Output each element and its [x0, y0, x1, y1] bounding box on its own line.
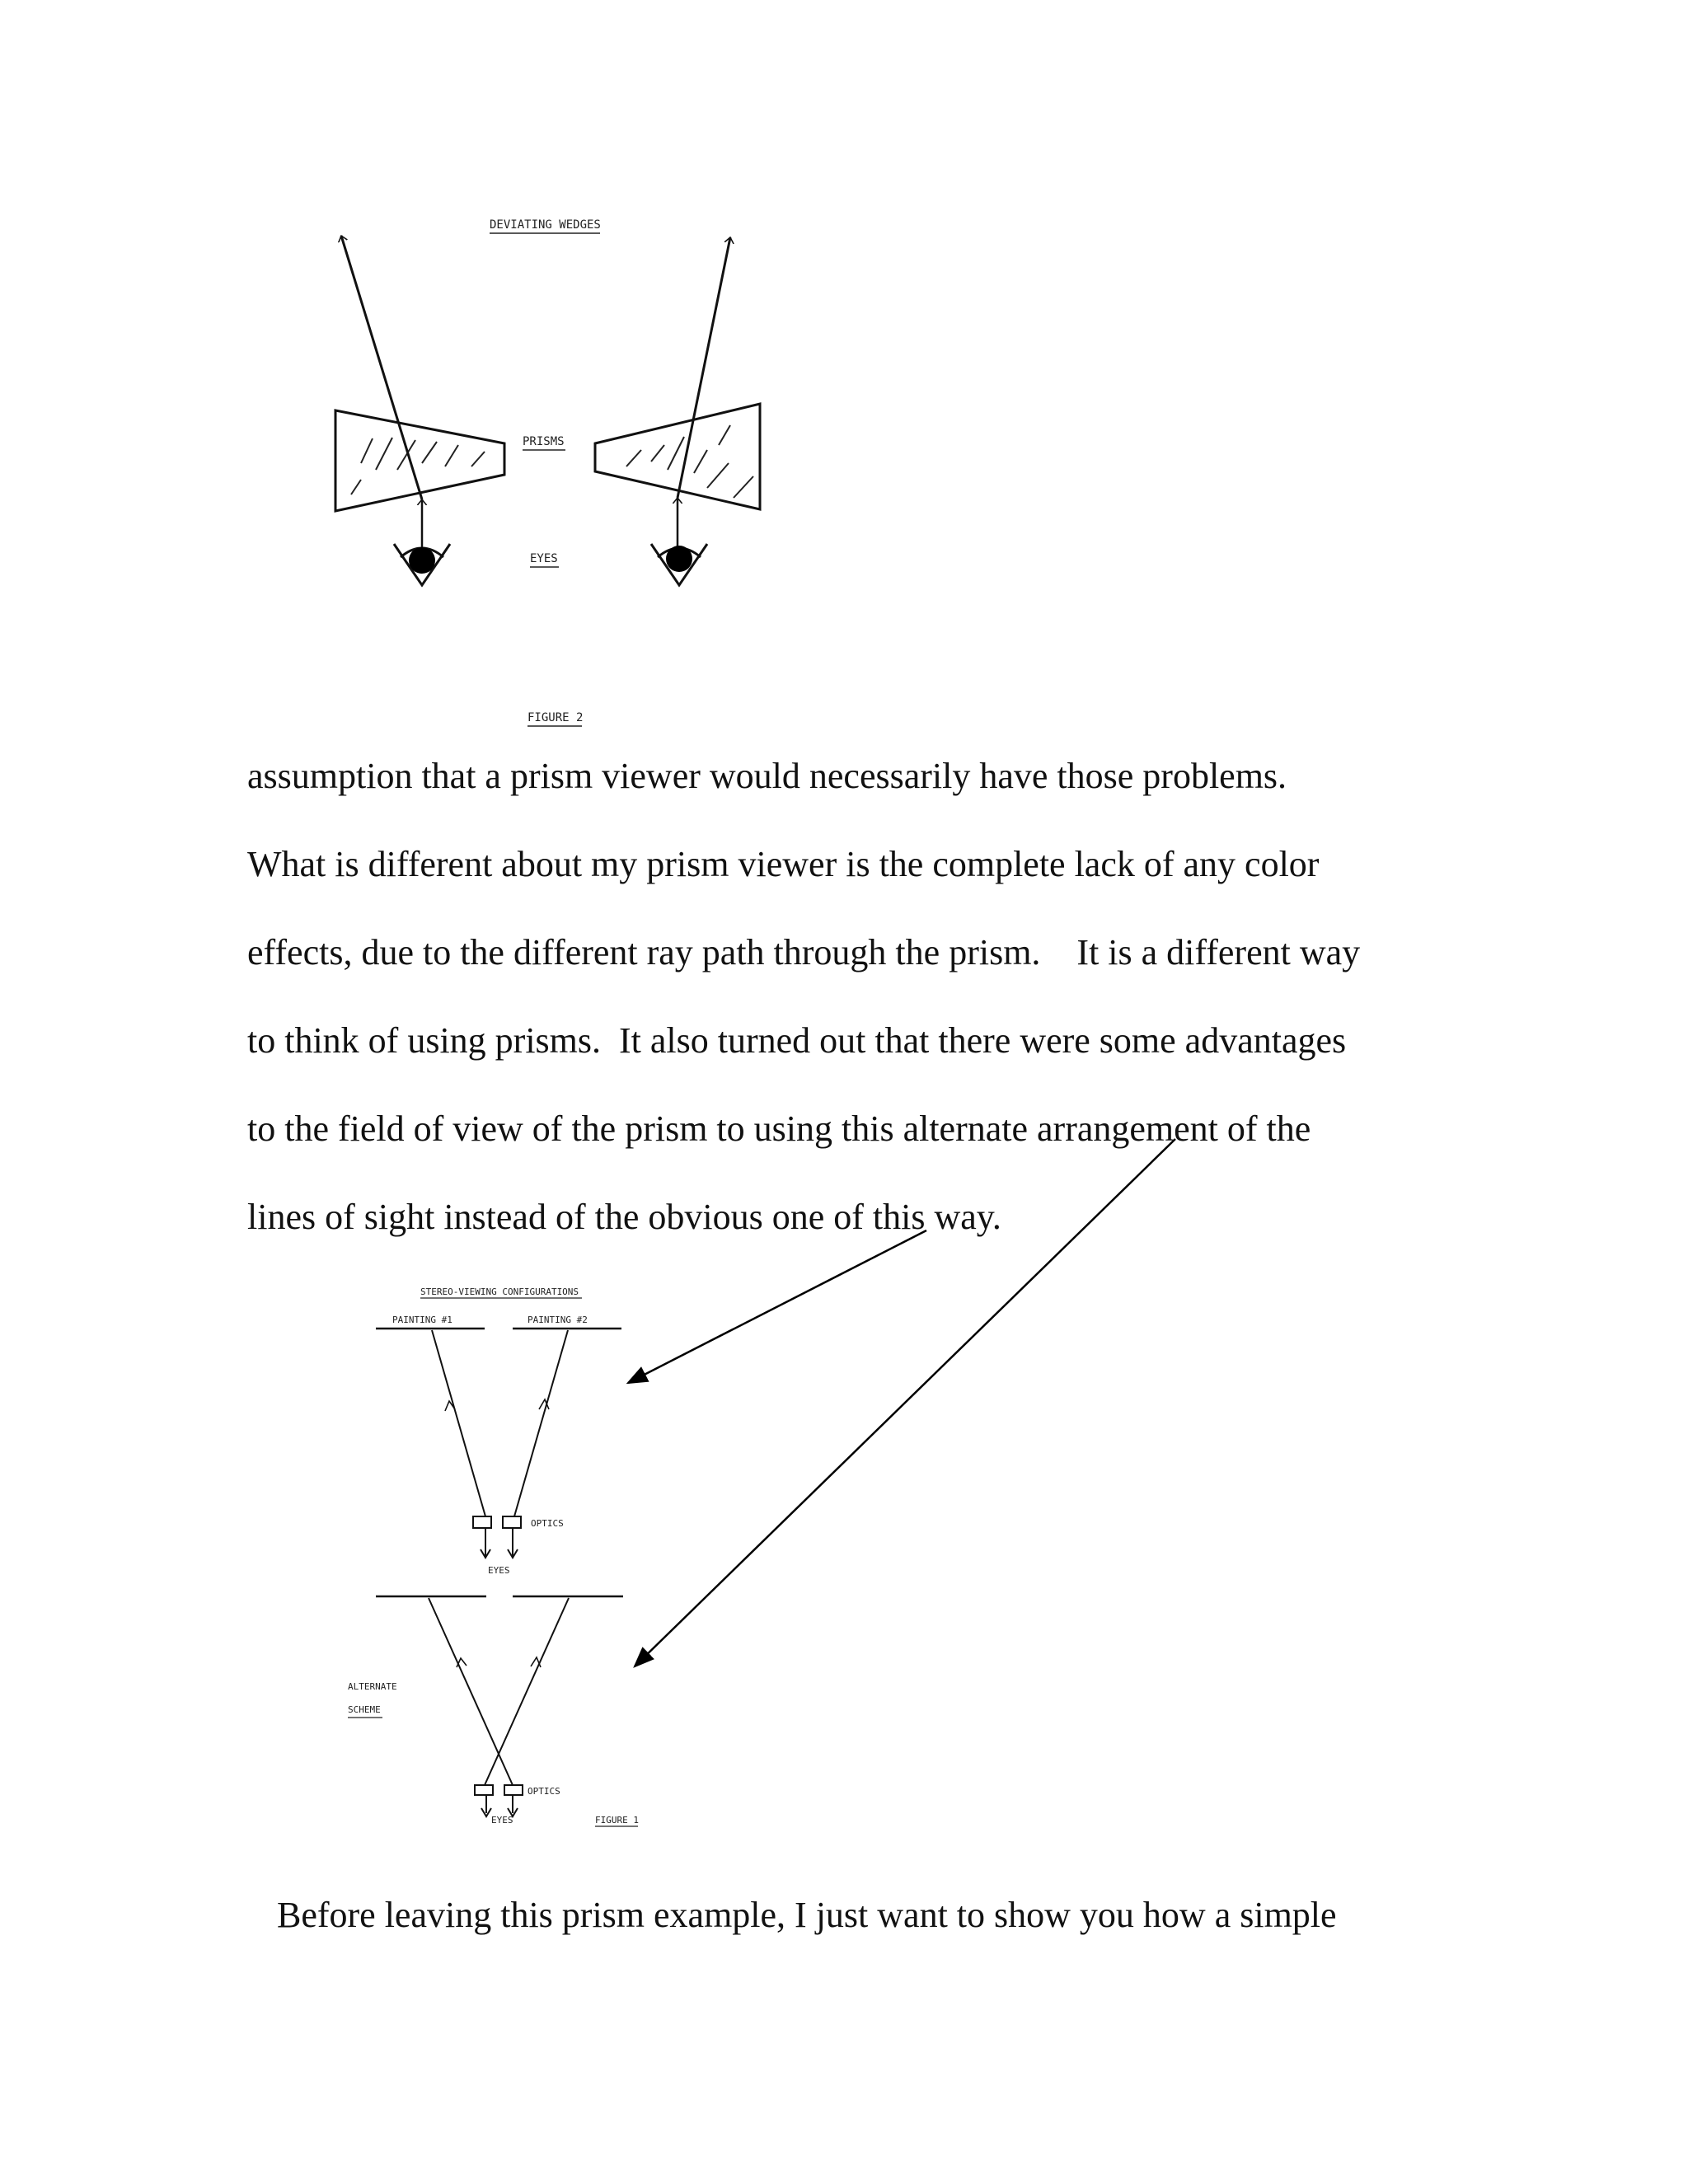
optics-bottom-label: OPTICS: [528, 1786, 560, 1797]
closing-line: Before leaving this prism example, I just want to show you how a simple: [277, 1895, 1337, 1935]
top-right-optic: [503, 1516, 521, 1528]
top-right-ray: [514, 1330, 568, 1516]
bottom-right-optic: [504, 1785, 523, 1795]
paragraph-line-4: to think of using prisms. It also turned out that there were some advantages: [247, 1020, 1347, 1061]
bottom-left-optic: [475, 1785, 493, 1795]
paragraph-line-2: What is different about my prism viewer is the complete lack of any color: [247, 844, 1320, 884]
right-eye-icon: [651, 544, 707, 585]
figure-1-caption: FIGURE 1: [595, 1815, 639, 1825]
alt-right-ray: [485, 1598, 569, 1785]
eyes-label: EYES: [530, 552, 558, 565]
optics-top-label: OPTICS: [531, 1518, 564, 1529]
paragraph-line-3: effects, due to the different ray path through the prism. It is a different way: [247, 932, 1361, 972]
figure-1-title: STEREO-VIEWING CONFIGURATIONS: [420, 1286, 579, 1297]
painting-1-label: PAINTING #1: [392, 1315, 452, 1325]
top-left-ray: [432, 1330, 485, 1516]
eyes-top-label: EYES: [488, 1565, 510, 1576]
top-left-optic: [473, 1516, 491, 1528]
alternate-label-line2: SCHEME: [348, 1704, 381, 1715]
annotation-arrow-to-top-scheme: [628, 1230, 926, 1383]
figure-2-title: DEVIATING WEDGES: [490, 218, 601, 232]
paragraph-line-1: assumption that a prism viewer would necessarily have those problems.: [247, 756, 1287, 796]
prisms-label: PRISMS: [523, 435, 565, 448]
left-eye-icon: [394, 544, 450, 585]
figure-2-caption: FIGURE 2: [528, 711, 584, 724]
eyes-bottom-label: EYES: [491, 1815, 513, 1825]
figure-1-diagram: [348, 1286, 639, 1826]
paragraph-line-5: to the field of view of the prism to using this alternate arrangement of the: [247, 1108, 1311, 1149]
alt-left-ray: [429, 1598, 513, 1785]
paragraph-line-6: lines of sight instead of the obvious one of this way.: [247, 1197, 1001, 1237]
right-ray-out: [678, 237, 730, 498]
alternate-label-line1: ALTERNATE: [348, 1681, 397, 1692]
painting-2-label: PAINTING #2: [528, 1315, 588, 1325]
